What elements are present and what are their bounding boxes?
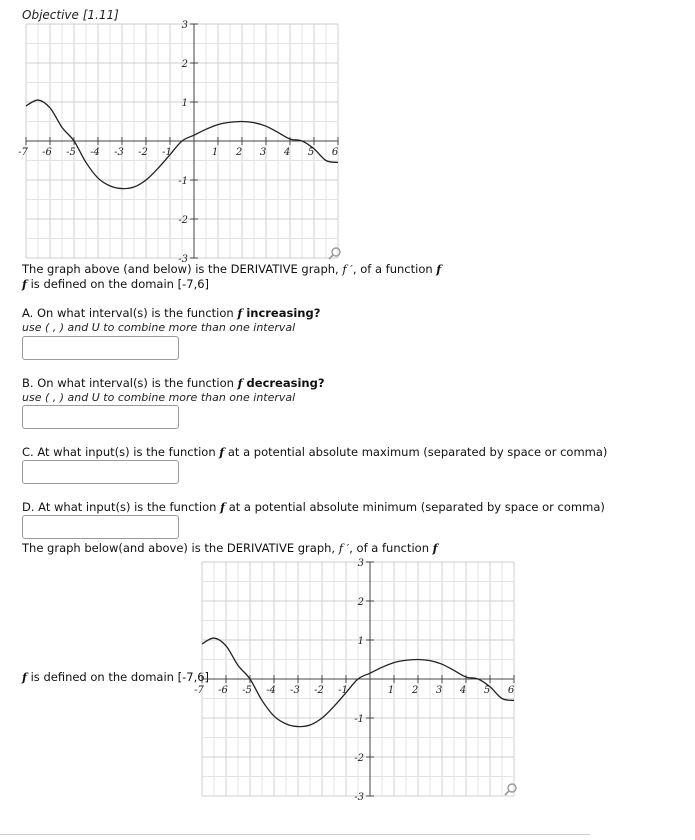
y-tick-label: 3 xyxy=(181,20,188,31)
derivative-description: The graph above (and below) is the DERIVATIVE graph, f ′, of a function f xyxy=(22,262,442,276)
answer-c-input[interactable] xyxy=(22,460,179,484)
x-tick-label: -1 xyxy=(162,147,172,158)
derivative-graph-top xyxy=(18,18,342,265)
x-tick-label: 2 xyxy=(411,685,419,696)
x-tick-label: -7 xyxy=(194,685,204,696)
y-tick-label: 2 xyxy=(357,597,364,608)
derivative-description-below: The graph below(and above) is the DERIVATIVE graph, f ′, of a function f xyxy=(22,541,438,555)
x-tick-label: -4 xyxy=(90,147,100,158)
zoom-icon-bottom[interactable] xyxy=(504,782,518,796)
domain-description: f is defined on the domain [-7,6] xyxy=(22,277,210,291)
question-b-hint: use ( , ) and U to combine more than one interval xyxy=(22,391,296,404)
x-tick-label: -3 xyxy=(290,685,300,696)
x-tick-label: 4 xyxy=(459,685,467,696)
y-tick-label: 3 xyxy=(357,558,364,569)
y-tick-label: -2 xyxy=(178,215,188,226)
derivative-graph-bottom xyxy=(194,556,518,803)
x-tick-label: 5 xyxy=(307,147,315,158)
x-tick-label: 1 xyxy=(211,147,219,158)
x-tick-label: 3 xyxy=(435,685,443,696)
y-tick-label: 1 xyxy=(181,98,188,109)
x-tick-label: 4 xyxy=(283,147,291,158)
y-tick-label: -3 xyxy=(354,792,364,803)
x-tick-label: 6 xyxy=(507,685,515,696)
question-b: B. On what interval(s) is the function f decreasing? xyxy=(22,376,325,390)
y-tick-label: -3 xyxy=(178,254,188,265)
x-tick-label: 3 xyxy=(259,147,267,158)
x-tick-label: -2 xyxy=(138,147,148,158)
x-tick-label: -1 xyxy=(338,685,348,696)
zoom-icon[interactable] xyxy=(328,246,342,260)
x-tick-label: 5 xyxy=(483,685,491,696)
x-tick-label: -5 xyxy=(66,147,76,158)
question-a-hint: use ( , ) and U to combine more than one interval xyxy=(22,321,296,334)
x-tick-label: 1 xyxy=(387,685,395,696)
domain-description-below: f is defined on the domain [-7,6] xyxy=(22,670,210,684)
answer-b-input[interactable] xyxy=(22,405,179,429)
x-tick-label: 2 xyxy=(235,147,243,158)
question-d: D. At what input(s) is the function f at a potential absolute minimum (separated by space or comma) xyxy=(22,500,605,514)
x-tick-label: -6 xyxy=(218,685,228,696)
x-tick-label: -3 xyxy=(114,147,124,158)
y-tick-label: 2 xyxy=(181,59,188,70)
y-tick-label: -1 xyxy=(178,176,188,187)
divider xyxy=(0,834,590,835)
x-tick-label: -2 xyxy=(314,685,324,696)
x-tick-label: -6 xyxy=(42,147,52,158)
question-c: C. At what input(s) is the function f at a potential absolute maximum (separated by space or comma) xyxy=(22,445,608,459)
y-tick-label: 1 xyxy=(357,636,364,647)
answer-a-input[interactable] xyxy=(22,336,179,360)
objective-title: Objective [1.11] xyxy=(22,8,119,22)
y-tick-label: -1 xyxy=(354,714,364,725)
x-tick-label: -4 xyxy=(266,685,276,696)
y-tick-label: -2 xyxy=(354,753,364,764)
answer-d-input[interactable] xyxy=(22,515,179,539)
x-tick-label: 6 xyxy=(331,147,339,158)
x-tick-label: -7 xyxy=(18,147,28,158)
question-a: A. On what interval(s) is the function f increasing? xyxy=(22,306,321,320)
x-tick-label: -5 xyxy=(242,685,252,696)
